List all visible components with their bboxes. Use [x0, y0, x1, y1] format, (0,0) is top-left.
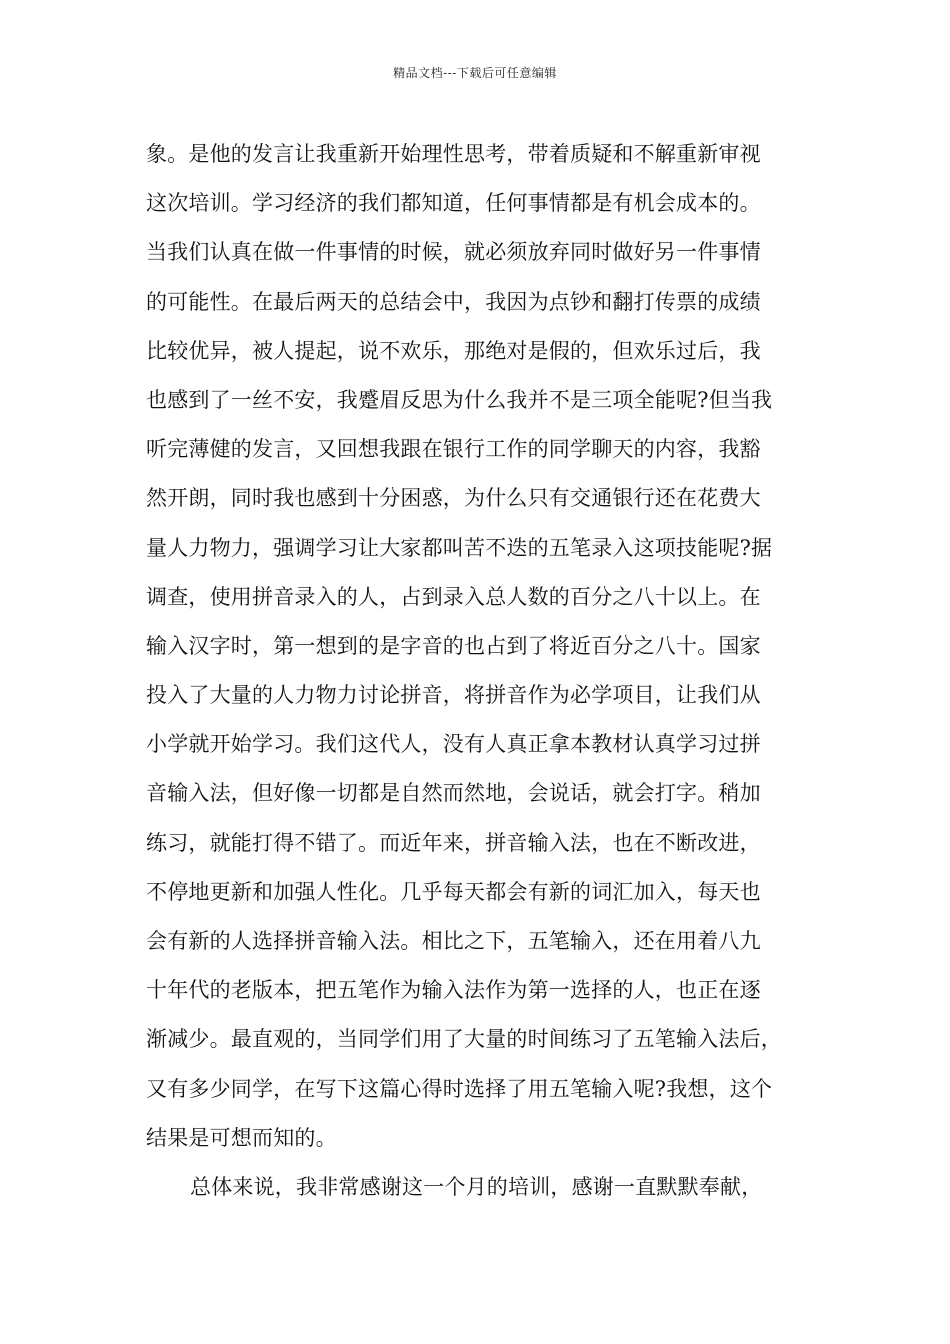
text-line: 比较优异，被人提起，说不欢乐，那绝对是假的，但欢乐过后，我: [146, 338, 761, 363]
text-line: 的可能性。在最后两天的总结会中，我因为点钞和翻打传票的成绩: [146, 289, 761, 314]
text-line: 小学就开始学习。我们这代人，没有人真正拿本教材认真学习过拼: [146, 732, 761, 757]
body-text: [146, 130, 846, 1212]
text-line: 练习，就能打得不错了。而近年来，拼音输入法，也在不断改进，: [146, 830, 761, 855]
text-line: 调查，使用拼音录入的人，占到录入总人数的百分之八十以上。在: [146, 584, 761, 609]
text-line: 又有多少同学，在写下这篇心得时选择了用五笔输入呢?我想，这个: [146, 1076, 773, 1101]
text-line: 听完薄健的发言，又回想我跟在银行工作的同学聊天的内容，我豁: [146, 437, 761, 462]
text-line: 这次培训。学习经济的我们都知道，任何事情都是有机会成本的。: [146, 191, 761, 216]
text-line: 十年代的老版本，把五笔作为输入法作为第一选择的人，也正在逐: [146, 978, 761, 1003]
text-line: 渐减少。最直观的，当同学们用了大量的时间练习了五笔输入法后，: [146, 1027, 782, 1052]
text-line: 然开朗，同时我也感到十分困惑，为什么只有交通银行还在花费大: [146, 486, 761, 511]
text-line: 结果是可想而知的。: [146, 1125, 337, 1150]
text-line: 总体来说，我非常感谢这一个月的培训，感谢一直默默奉献，: [190, 1174, 763, 1199]
text-line: 不停地更新和加强人性化。几乎每天都会有新的词汇加入，每天也: [146, 879, 761, 904]
text-line: 输入汉字时，第一想到的是字音的也占到了将近百分之八十。国家: [146, 633, 761, 658]
text-line: 会有新的人选择拼音输入法。相比之下，五笔输入，还在用着八九: [146, 929, 761, 953]
text-line: 当我们认真在做一件事情的时候，就必须放弃同时做好另一件事情: [146, 240, 761, 265]
text-line: 投入了大量的人力物力讨论拼音，将拼音作为必学项目，让我们从: [146, 683, 761, 708]
page-header: 精品文档---下载后可任意编辑: [393, 66, 557, 80]
paragraph: [146, 1163, 846, 1212]
paragraph: [146, 130, 846, 1163]
text-line: 也感到了一丝不安，我蹙眉反思为什么我并不是三项全能呢?但当我: [146, 387, 773, 412]
text-line: 象。是他的发言让我重新开始理性思考，带着质疑和不解重新审视: [146, 142, 761, 166]
text-line: 音输入法，但好像一切都是自然而然地，会说话，就会打字。稍加: [146, 781, 761, 806]
text-line: 量人力物力，强调学习让大家都叫苦不迭的五笔录入这项技能呢?据: [146, 535, 773, 560]
